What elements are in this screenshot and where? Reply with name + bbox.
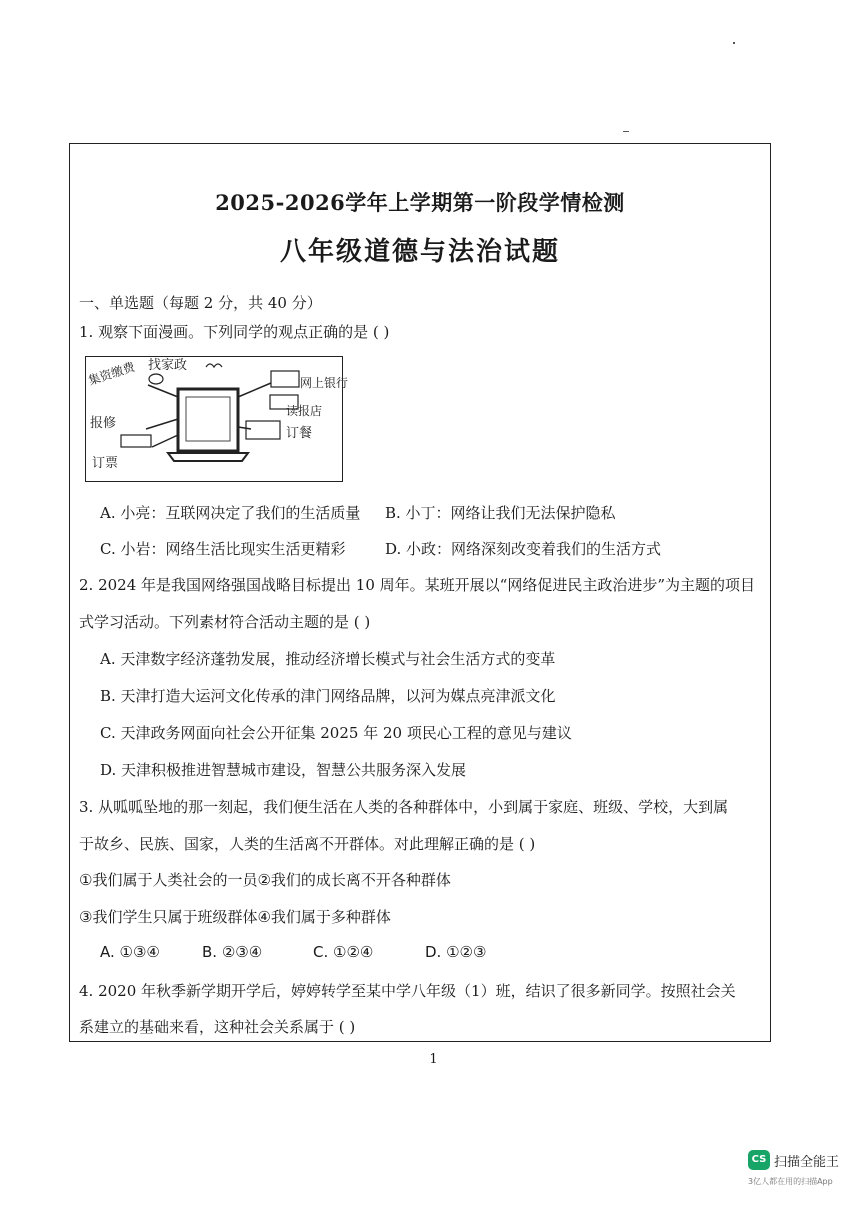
scan-speck xyxy=(733,42,735,44)
q2-option-c: C. 天津政务网面向社会公开征集 2025 年 20 项民心工程的意见与建议 xyxy=(100,724,572,742)
keyboard-icon xyxy=(168,453,248,461)
q3-option-d: D. ①②③ xyxy=(425,943,487,961)
cartoon-label-news: 读报店 xyxy=(286,404,323,418)
q3-option-a: A. ①③④ xyxy=(100,943,160,961)
people-icon xyxy=(206,364,222,367)
q2-stem-line2: 式学习活动。下列素材符合活动主题的是 ( ) xyxy=(79,613,371,631)
q1-option-c: C. 小岩：网络生活比现实生活更精彩 xyxy=(100,540,346,558)
q3-option-c: C. ①②④ xyxy=(313,943,374,961)
cartoon-label-bank: 网上银行 xyxy=(300,376,349,390)
scan-speck xyxy=(623,131,629,132)
q2-option-a: A. 天津数字经济蓬勃发展，推动经济增长模式与社会生活方式的变革 xyxy=(100,650,556,668)
computer-screen-icon xyxy=(178,389,238,451)
section-heading: 一、单选题（每题 2 分，共 40 分） xyxy=(79,294,322,312)
watermark-app-name: 扫描全能王 xyxy=(774,1155,840,1170)
q3-option-b: B. ②③④ xyxy=(202,943,263,961)
cartoon-label-tickets: 订票 xyxy=(92,456,119,471)
cartoon-label-housekeeping: 找家政 xyxy=(148,358,188,373)
q2-option-b: B. 天津打造大运河文化传承的津门网络品牌，以河为媒点亮津派文化 xyxy=(100,687,556,705)
bank-box xyxy=(271,371,299,387)
q3-stem-line1: 3. 从呱呱坠地的那一刻起，我们便生活在人类的各种群体中，小到属于家庭、班级、学校，大到属 xyxy=(79,798,729,816)
watermark-tagline: 3亿人都在用的扫描App xyxy=(748,1177,833,1186)
q3-stem-line2: 于故乡、民族、国家，人类的生活离不开群体。对此理解正确的是 ( ) xyxy=(79,835,536,853)
exam-paper-frame xyxy=(69,143,771,1042)
q4-stem-line1: 4. 2020 年秋季新学期开学后，婷婷转学至某中学八年级（1）班，结识了很多新同学。按照社会关 xyxy=(79,982,736,1000)
exam-subtitle: 2025-2026学年上学期第一阶段学情检测 xyxy=(215,190,625,215)
q4-stem-line2: 系建立的基础来看，这种社会关系属于 ( ) xyxy=(79,1018,356,1036)
cartoon-label-repair: 报修 xyxy=(90,416,117,431)
q3-statements-1: ①我们属于人类社会的一员②我们的成长离不开各种群体 xyxy=(79,871,451,889)
page-number: 1 xyxy=(429,1052,438,1067)
cartoon-label-food: 订餐 xyxy=(286,426,313,441)
scanner-watermark xyxy=(748,1150,860,1210)
cartoon-label-payment: 集资缴费 xyxy=(86,359,137,388)
internet-life-cartoon xyxy=(85,356,349,482)
q2-option-d: D. 天津积极推进智慧城市建设，智慧公共服务深入发展 xyxy=(100,761,467,779)
q1-stem: 1. 观察下面漫画。下列同学的观点正确的是 ( ) xyxy=(79,323,390,341)
screen-inner xyxy=(186,397,230,441)
cartoon-drawing xyxy=(86,357,349,481)
q3-statements-2: ③我们学生只属于班级群体④我们属于多种群体 xyxy=(79,908,391,926)
camscanner-logo-icon: CS xyxy=(748,1150,770,1170)
exam-title: 八年级道德与法治试题 xyxy=(279,237,560,267)
food-box xyxy=(246,421,280,439)
q1-option-a: A. 小亮：互联网决定了我们的生活质量 xyxy=(100,504,361,522)
q1-option-b: B. 小丁：网络让我们无法保护隐私 xyxy=(385,504,616,522)
person-head-icon xyxy=(149,374,163,384)
q1-option-d: D. 小政：网络深刻改变着我们的生活方式 xyxy=(385,540,662,558)
ticket-box xyxy=(121,435,151,447)
q2-stem-line1: 2. 2024 年是我国网络强国战略目标提出 10 周年。某班开展以“网络促进民主政治进步”为主题的项目 xyxy=(79,576,755,594)
